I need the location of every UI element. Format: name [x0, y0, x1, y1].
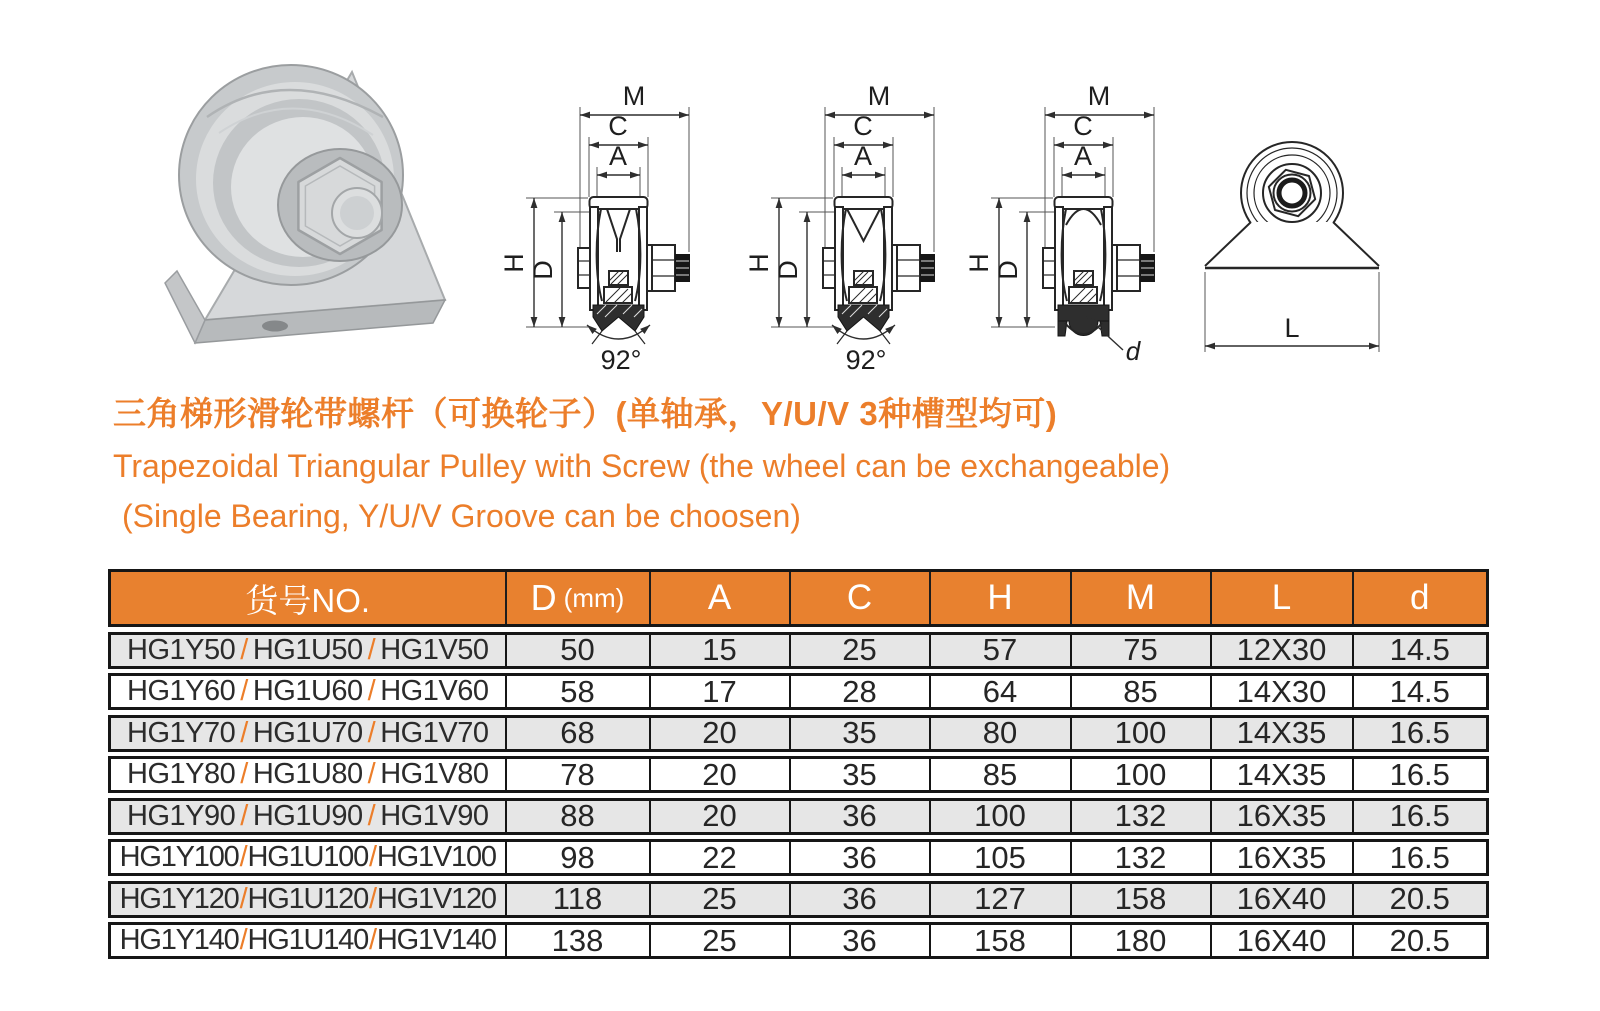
value-cell-D: 98: [505, 842, 649, 873]
value-cell-d: 14.5: [1352, 676, 1487, 707]
model-cell: [111, 884, 505, 915]
value-cell-C: 35: [789, 759, 929, 790]
model-code: HG1V120: [376, 883, 496, 915]
model-code: HG1Y140: [119, 925, 239, 956]
value-cell-L: 14X35: [1210, 718, 1352, 749]
model-code: HG1Y60: [127, 676, 236, 707]
section-diagram-y-groove: [490, 55, 740, 385]
front-view-diagram: [1185, 100, 1405, 370]
model-cell: [111, 676, 505, 707]
model-cell: [111, 635, 505, 666]
label-A: A: [608, 141, 628, 171]
separator: /: [240, 800, 248, 832]
separator: /: [369, 925, 376, 956]
spec-table: [108, 569, 1489, 964]
value-cell-H: 85: [929, 759, 1070, 790]
label-D: D: [773, 260, 803, 280]
value-cell-D: 88: [505, 801, 649, 832]
value-cell-L: 16X40: [1210, 925, 1352, 956]
dimension-M: [580, 81, 689, 118]
dimension-A: [1062, 141, 1105, 178]
axle-front: [1263, 164, 1321, 222]
table-row: [108, 673, 1489, 710]
separator: /: [239, 925, 247, 956]
separator: /: [369, 842, 376, 873]
value-cell-H: 127: [929, 884, 1070, 915]
product-title-en-line1: Trapezoidal Triangular Pulley with Screw (the wheel can be exchangeable): [113, 448, 1171, 484]
model-code: HG1Y100: [119, 842, 239, 873]
model-code: HG1Y120: [119, 883, 239, 915]
separator: /: [367, 759, 376, 790]
angle-annotation: [830, 322, 897, 375]
value-cell-M: 100: [1070, 759, 1210, 790]
model-code: HG1Y80: [127, 759, 236, 790]
model-cell: [111, 925, 505, 956]
value-cell-M: 158: [1070, 884, 1210, 915]
wheel-body: [1043, 197, 1155, 336]
v-groove-profile: [847, 209, 880, 241]
model-code: HG1V140: [376, 925, 496, 956]
separator: /: [369, 883, 376, 915]
separator: /: [367, 634, 376, 666]
product-title-en-line2: (Single Bearing, Y/U/V Groove can be choosen): [122, 498, 801, 534]
value-cell-d: 16.5: [1352, 718, 1487, 749]
table-row: [108, 839, 1489, 876]
value-cell-L: 16X40: [1210, 884, 1352, 915]
mounting-hole: [262, 321, 288, 332]
u-groove-profile: [1066, 209, 1101, 225]
separator: /: [240, 634, 248, 666]
value-cell-A: 25: [649, 884, 789, 915]
model-code: HG1V60: [380, 676, 489, 707]
model-code: HG1U60: [252, 676, 363, 707]
hex-nut: [278, 149, 402, 261]
wheel-body: [578, 197, 690, 331]
value-cell-D: 138: [505, 925, 649, 956]
value-cell-H: 64: [929, 676, 1070, 707]
header-D: [505, 572, 649, 624]
model-code: HG1Y90: [127, 800, 236, 832]
table-row: [108, 756, 1489, 793]
tread-section: [593, 305, 644, 331]
value-cell-C: 36: [789, 801, 929, 832]
value-cell-A: 20: [649, 801, 789, 832]
header-A: A: [649, 572, 789, 624]
title-block: [113, 388, 1170, 548]
value-cell-H: 57: [929, 635, 1070, 666]
value-cell-L: 12X30: [1210, 635, 1352, 666]
value-cell-C: 35: [789, 718, 929, 749]
value-cell-H: 80: [929, 718, 1070, 749]
value-cell-A: 20: [649, 718, 789, 749]
value-cell-L: 16X35: [1210, 801, 1352, 832]
dimension-M: [1045, 81, 1154, 118]
separator: /: [367, 800, 376, 832]
label-H: H: [744, 253, 774, 273]
dimension-A: [842, 141, 885, 178]
label-L: L: [1284, 313, 1300, 343]
value-cell-L: 14X35: [1210, 759, 1352, 790]
model-code: HG1V70: [380, 717, 489, 749]
label-d: d: [1125, 336, 1141, 366]
model-cell: [111, 759, 505, 790]
table-row: [108, 632, 1489, 669]
model-code: HG1U90: [252, 800, 363, 832]
value-cell-M: 180: [1070, 925, 1210, 956]
separator: /: [367, 717, 376, 749]
model-code: HG1U120: [247, 883, 369, 915]
model-cell: [111, 718, 505, 749]
label-D: D: [993, 260, 1023, 280]
section-diagram-u-groove: [955, 55, 1205, 385]
value-cell-C: 25: [789, 635, 929, 666]
separator: /: [367, 676, 376, 707]
value-cell-M: 132: [1070, 842, 1210, 873]
label-C: C: [853, 111, 873, 141]
label-M: M: [867, 81, 891, 111]
value-cell-A: 20: [649, 759, 789, 790]
model-cell: [111, 842, 505, 873]
value-cell-C: 36: [789, 842, 929, 873]
model-code: HG1V80: [380, 759, 489, 790]
separator: /: [239, 883, 247, 915]
bracket-face: [1205, 222, 1379, 266]
separator: /: [240, 717, 248, 749]
table-row: [108, 922, 1489, 959]
model-code: HG1V90: [380, 800, 489, 832]
product-photo: [135, 55, 455, 375]
header-H: H: [929, 572, 1070, 624]
model-code: HG1U80: [252, 759, 363, 790]
label-H: H: [499, 253, 529, 273]
label-C: C: [608, 111, 628, 141]
value-cell-H: 100: [929, 801, 1070, 832]
table-header-row: [108, 569, 1489, 627]
value-cell-D: 78: [505, 759, 649, 790]
table-row: [108, 798, 1489, 835]
model-code: HG1U70: [252, 717, 363, 749]
header-D-unit: (mm): [563, 582, 625, 613]
value-cell-H: 105: [929, 842, 1070, 873]
value-cell-D: 58: [505, 676, 649, 707]
label-D: D: [528, 260, 558, 280]
label-angle: 92°: [845, 345, 887, 375]
value-cell-d: 16.5: [1352, 842, 1487, 873]
value-cell-H: 158: [929, 925, 1070, 956]
header-d: d: [1352, 572, 1487, 624]
value-cell-M: 75: [1070, 635, 1210, 666]
separator: /: [239, 842, 247, 873]
value-cell-C: 36: [789, 925, 929, 956]
model-cell: [111, 801, 505, 832]
value-cell-M: 132: [1070, 801, 1210, 832]
label-A: A: [1073, 141, 1093, 171]
value-cell-d: 20.5: [1352, 925, 1487, 956]
model-code: HG1U100: [247, 842, 369, 873]
value-cell-M: 100: [1070, 718, 1210, 749]
separator: /: [240, 676, 248, 707]
model-code: HG1U50: [252, 634, 363, 666]
dimension-L: [1205, 272, 1379, 352]
model-code: HG1V100: [376, 842, 496, 873]
value-cell-A: 15: [649, 635, 789, 666]
label-A: A: [853, 141, 873, 171]
wheel-body: [823, 197, 935, 331]
label-M: M: [622, 81, 646, 111]
y-groove-profile: [607, 209, 630, 252]
label-H: H: [964, 253, 994, 273]
model-code: HG1V50: [380, 634, 489, 666]
angle-annotation: [585, 322, 652, 375]
model-code: HG1U140: [247, 925, 369, 956]
tread-section: [838, 305, 889, 331]
table-row: [108, 715, 1489, 752]
label-M: M: [1087, 81, 1111, 111]
groove-dia-annotation: [1084, 313, 1142, 366]
label-C: C: [1073, 111, 1093, 141]
value-cell-d: 20.5: [1352, 884, 1487, 915]
value-cell-L: 16X35: [1210, 842, 1352, 873]
value-cell-d: 14.5: [1352, 635, 1487, 666]
value-cell-C: 36: [789, 884, 929, 915]
model-code: HG1Y70: [127, 717, 236, 749]
header-L: L: [1210, 572, 1352, 624]
product-title-zh: 三角梯形滑轮带螺杆（可换轮子）(单轴承，Y/U/V 3种槽型均可): [113, 395, 1058, 432]
value-cell-A: 17: [649, 676, 789, 707]
label-angle: 92°: [600, 345, 642, 375]
header-M: M: [1070, 572, 1210, 624]
value-cell-L: 14X30: [1210, 676, 1352, 707]
value-cell-C: 28: [789, 676, 929, 707]
dimension-A: [597, 141, 640, 178]
value-cell-A: 22: [649, 842, 789, 873]
value-cell-d: 16.5: [1352, 759, 1487, 790]
dimension-M: [825, 81, 934, 118]
header-D-letter: D: [530, 577, 557, 618]
table-row: [108, 881, 1489, 918]
value-cell-D: 118: [505, 884, 649, 915]
value-cell-D: 50: [505, 635, 649, 666]
side-fold: [165, 271, 205, 343]
value-cell-D: 68: [505, 718, 649, 749]
value-cell-d: 16.5: [1352, 801, 1487, 832]
value-cell-A: 25: [649, 925, 789, 956]
value-cell-M: 85: [1070, 676, 1210, 707]
header-item-no: 货号NO.: [245, 581, 371, 619]
separator: /: [240, 759, 248, 790]
section-diagram-v-groove: [735, 55, 985, 385]
header-C: C: [789, 572, 929, 624]
model-code: HG1Y50: [127, 634, 236, 666]
